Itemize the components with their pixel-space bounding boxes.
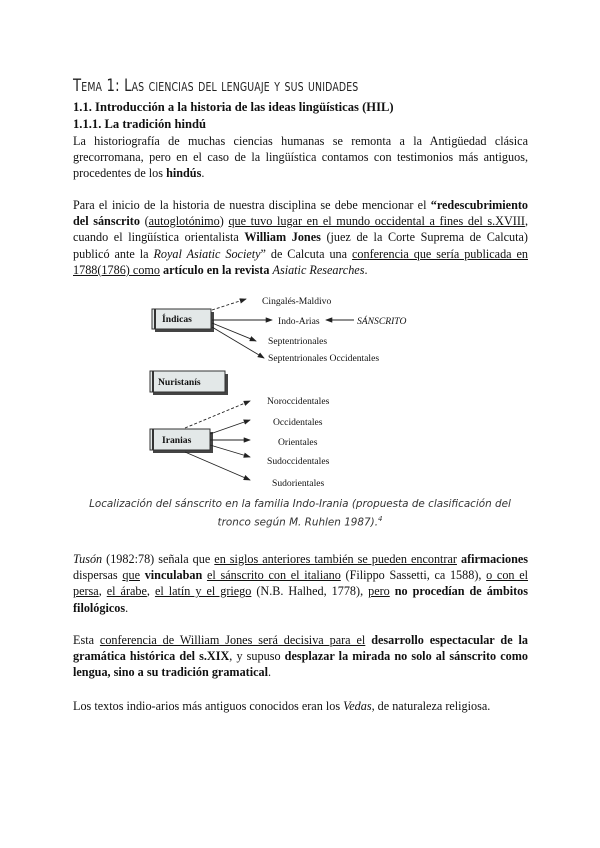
text-run: en siglos anteriores también se pueden encontrar <box>214 552 457 566</box>
paragraph-intro <box>73 133 528 182</box>
box-label: Índicas <box>162 314 192 325</box>
text-run: desplazar la mirada no solo al sánscrito como lengua, sino a su tradición gramatical <box>73 649 529 680</box>
text-run: el árabe <box>106 584 147 599</box>
text-run: el latín y el griego <box>154 584 252 599</box>
text-run: hindús <box>166 166 202 181</box>
text-run: Royal Asiatic Society <box>153 246 261 261</box>
branch-label: Sudoccidentales <box>267 456 330 467</box>
text-run: . <box>201 166 205 181</box>
text-run: , <box>98 584 107 599</box>
text-run: autoglotónimo <box>148 214 220 229</box>
subsection-heading: 1.1.1. La tradición hindú <box>73 117 206 131</box>
text-run: (1982:78) señala que <box>102 552 215 566</box>
text-run: pero <box>368 584 390 599</box>
document-title: Tema 1: Las ciencias del lenguaje y sus unidades <box>73 76 359 96</box>
text-run: “redescubrimiento del sánscrito <box>73 198 528 229</box>
text-run: no procedían de ámbitos filológicos <box>73 584 528 615</box>
section-heading: 1.1. Introducción a la historia de las ideas lingüísticas (HIL) <box>73 100 394 114</box>
text-run: Asiatic Researches <box>272 262 365 277</box>
sanskrit-label: SÁNSCRITO <box>357 316 407 327</box>
text-run: Los textos indio-arios más antiguos conocidos eran los <box>73 699 344 713</box>
text-run: , <box>146 584 155 599</box>
text-run: . <box>364 262 368 277</box>
text-run: ) <box>219 214 229 229</box>
text-run: dispersas <box>73 568 123 583</box>
text-run: , de naturaleza religiosa. <box>371 699 491 713</box>
text-run: el sánscrito con el italiano <box>206 568 341 583</box>
text-run: La historiografía de muchas ciencias humanas se remonta a la Antigüedad clásica grecorromana, pero en el caso de la lingüística contamos con testimonios más antiguos, procedentes de los <box>73 134 528 181</box>
text-run: (juez de la Corte Suprema de Calcuta) publicó ante la <box>73 230 528 261</box>
text-run: que tuvo lugar en el mundo occidental a fines del s.XVIII <box>228 214 525 229</box>
box-label: Nuristanís <box>158 377 201 388</box>
paragraph-william-jones <box>73 197 528 278</box>
text-run: afirmaciones <box>460 552 528 566</box>
text-run: Esta <box>73 633 100 647</box>
caption-text: Localización del sánscrito en la familia Indo-Irania (propuesta de clasificación del tronco según M. Ruhlen 1987). <box>89 498 511 529</box>
branch-label: Indo-Arias <box>278 316 320 327</box>
figure-caption <box>80 497 520 530</box>
text-run: . <box>125 600 129 615</box>
branch-label: Orientales <box>278 437 318 448</box>
text-run: o con el persa <box>73 568 529 599</box>
text-run: , cuando el lingüística orientalista <box>73 214 528 245</box>
diagram-svg <box>140 285 440 500</box>
text-run: (N.B. Halhed, 1778), <box>251 584 369 599</box>
text-run: ( <box>139 214 149 229</box>
text-run: Tusón <box>73 552 103 566</box>
text-run: que <box>122 568 140 583</box>
text-run: . <box>268 665 272 680</box>
box-label: Iranias <box>162 435 192 446</box>
language-family-diagram <box>140 285 440 500</box>
paragraph-vedas <box>73 698 528 714</box>
branch-label: Noroccidentales <box>267 396 330 407</box>
text-run: artículo en la revista <box>163 262 273 277</box>
branch-label: Cingalés-Maldivo <box>262 296 332 307</box>
box-indicas <box>152 309 214 332</box>
text-run: ” de Calcuta una <box>260 246 352 261</box>
text-run: Vedas <box>343 699 372 713</box>
text-run: , y supuso <box>229 649 285 664</box>
branch-label: Septentrionales Occidentales <box>268 353 380 364</box>
paragraph-tuson <box>73 551 528 616</box>
text-run: (Filippo Sassetti, ca 1588), <box>340 568 487 583</box>
text-run: conferencia de William Jones será decisiva para el <box>99 633 366 647</box>
branch-label: Septentrionales <box>268 336 328 347</box>
paragraph-conferencia <box>73 632 528 681</box>
text-run: conferencia que sería publicada en 1788(1786) como <box>73 246 528 277</box>
text-run: vinculaban <box>144 568 203 583</box>
branch-label: Sudorientales <box>272 478 325 489</box>
text-run: William Jones <box>244 230 321 245</box>
box-iranias <box>150 429 213 453</box>
text-run: Para el inicio de la historia de nuestra disciplina se debe mencionar el <box>73 198 431 212</box>
text-run: desarrollo espectacular de la gramática histórica del s.XIX <box>73 633 528 664</box>
footnote-ref[interactable]: 4 <box>378 515 383 523</box>
box-nuristanis <box>150 371 228 395</box>
branch-label: Occidentales <box>273 417 323 428</box>
